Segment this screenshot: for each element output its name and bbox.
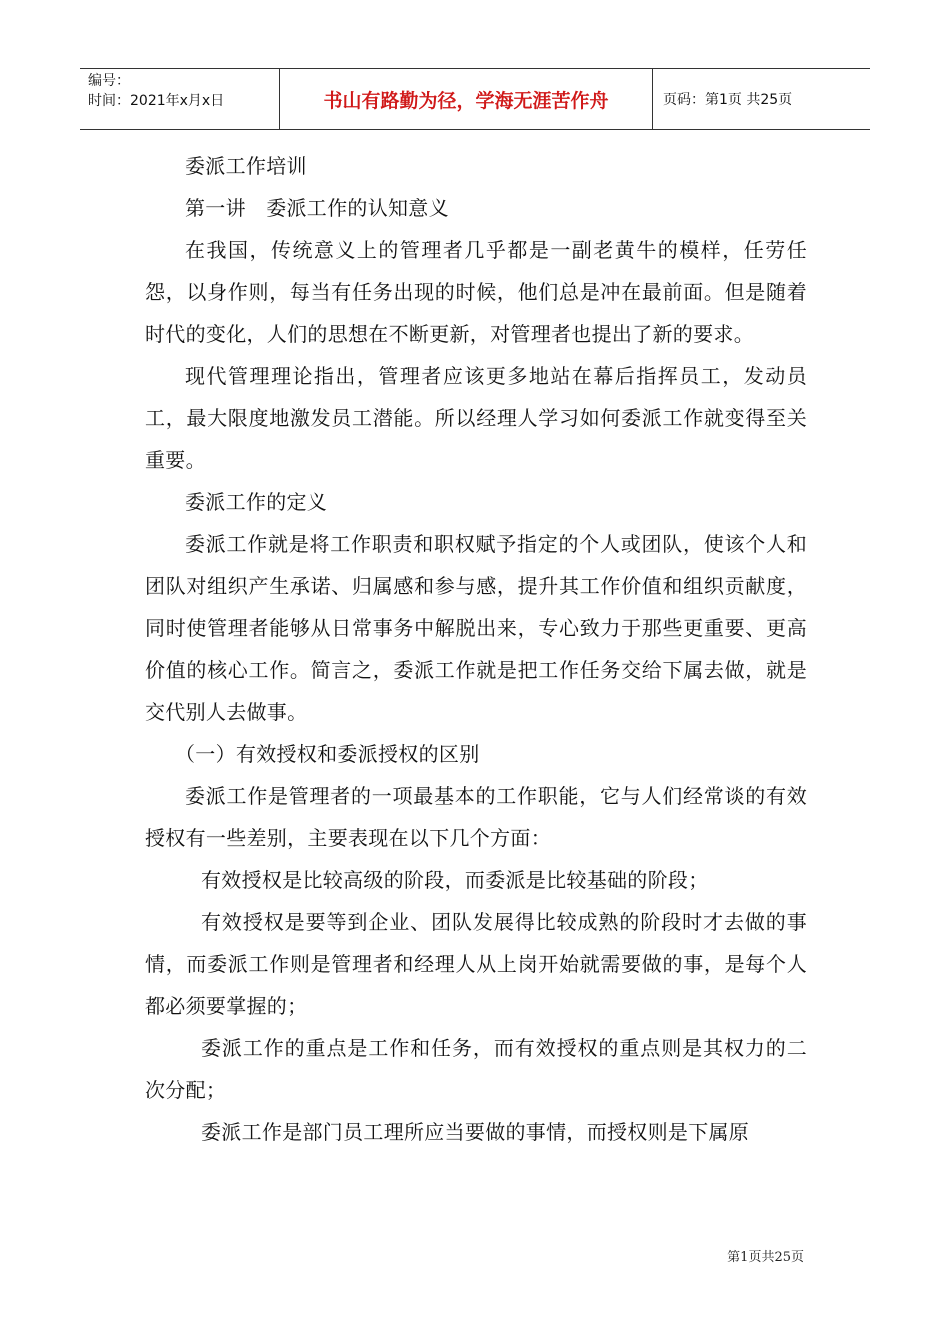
lecture-heading: 第一讲 委派工作的认知意义 <box>185 196 449 220</box>
list-item: 委派工作的重点是工作和任务，而有效授权的重点则是其权力的二次分配； <box>145 1036 807 1102</box>
document-number-label: 编号： <box>88 73 130 89</box>
section-heading: 委派工作的定义 <box>185 490 328 514</box>
body-paragraph: 委派工作是管理者的一项最基本的工作职能，它与人们经常谈的有效授权有一些差别，主要表现在以下几个方面： <box>145 784 807 850</box>
body-paragraph: 现代管理理论指出，管理者应该更多地站在幕后指挥员工，发动员工，最大限度地激发员工潜能。所以经理人学习如何委派工作就变得至关重要。 <box>145 364 807 472</box>
body-paragraph: 在我国，传统意义上的管理者几乎都是一副老黄牛的模样，任劳任怨，以身作则，每当有任务出现的时候，他们总是冲在最前面。但是随着时代的变化，人们的思想在不断更新，对管理者也提出了新的要求。 <box>145 238 807 346</box>
list-item: 有效授权是要等到企业、团队发展得比较成熟的阶段时才去做的事情，而委派工作则是管理者和经理人从上岗开始就需要做的事，是每个人都必须要掌握的； <box>145 910 807 1018</box>
list-item: 有效授权是比较高级的阶段，而委派是比较基础的阶段； <box>201 868 709 892</box>
header-meta <box>80 69 280 129</box>
header-page-info: 页码：第1页 共25页 <box>663 92 793 108</box>
document-body <box>145 145 807 1153</box>
subsection-heading: （一）有效授权和委派授权的区别 <box>175 742 480 766</box>
document-title: 委派工作培训 <box>185 154 307 178</box>
list-item: 委派工作是部门员工理所应当要做的事情，而授权则是下属原 <box>201 1120 750 1144</box>
page-header <box>80 68 870 130</box>
document-time: 时间：2021年x月x日 <box>88 93 225 109</box>
header-motto: 书山有路勤为径，学海无涯苦作舟 <box>280 69 653 129</box>
body-paragraph: 委派工作就是将工作职责和职权赋予指定的个人或团队，使该个人和团队对组织产生承诺、归属感和参与感，提升其工作价值和组织贡献度，同时使管理者能够从日常事务中解脱出来，专心致力于那些更重要、更高价值的核心工作。简言之，委派工作就是把工作任务交给下属去做，就是交代别人去做事。 <box>145 532 807 724</box>
page-footer: 第1页共25页 <box>727 1250 804 1265</box>
